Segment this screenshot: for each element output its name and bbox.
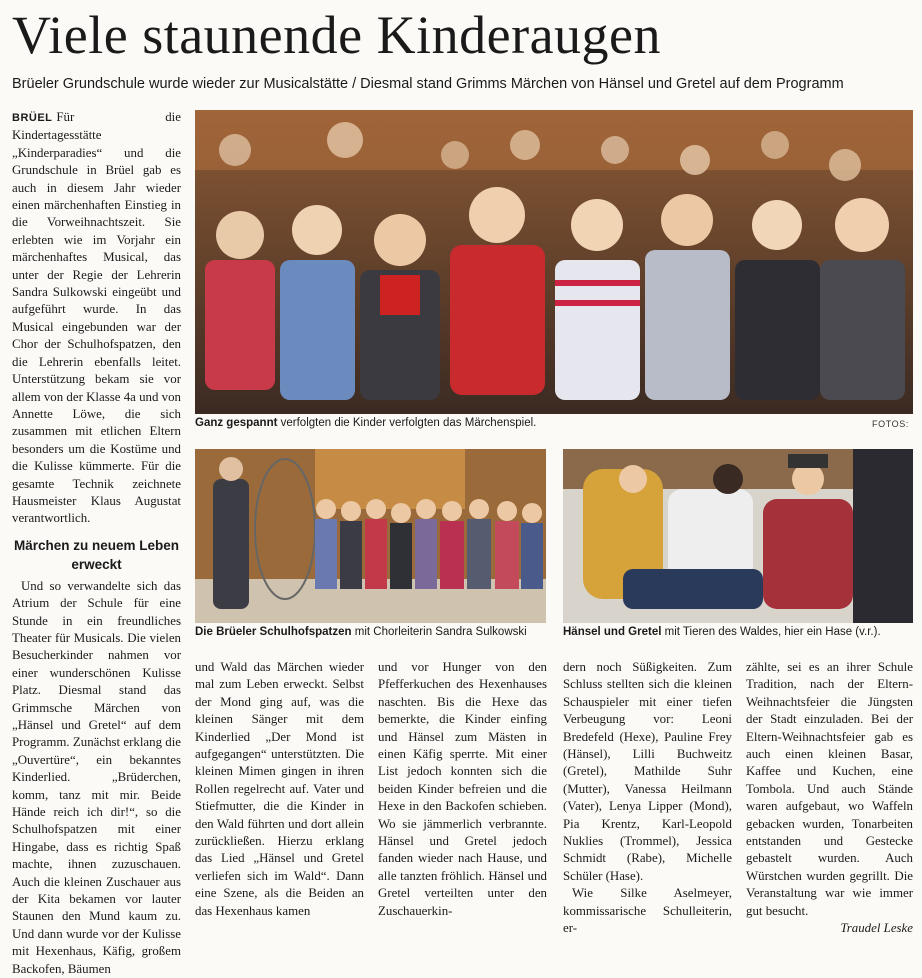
caption-text: mit Chorleiterin Sandra Sulkowski <box>351 626 527 638</box>
caption-bold: Ganz gespannt <box>195 417 278 429</box>
paragraph: und Wald das Märchen wieder mal zum Leben erweckt. Selbst der Mond ging auf, was die kleinen Sänger mit dem Kinderlied „Der Mond ist aufgegangen“ unterstützten. Die kleinen Mimen gingen in ihren Rollen regelrecht auf. Vater und Stiefmutter, die die Kinder in den Wald führten und dort allein zurückließen. Hierzu erklang das Lied „Hänsel und Gretel verliefen sich im Wald“. Dann eine Szene, als die Beiden an das Hexenhaus kamen <box>195 660 364 918</box>
photo-haensel-gretel <box>563 449 913 623</box>
text-column-5 <box>746 659 913 936</box>
text-column-4 <box>563 659 732 936</box>
section-heading: Märchen zu neuem Leben erweckt <box>13 537 180 572</box>
caption-text: mit Tieren des Waldes, hier ein Hase (v.r.). <box>661 626 881 638</box>
headline: Viele staunende Kinderaugen <box>12 5 662 65</box>
caption-bold: Die Brüeler Schulhofspatzen <box>195 626 352 638</box>
photo-choir <box>195 449 546 623</box>
intro-paragraph <box>12 109 181 528</box>
text-column-3 <box>378 659 547 918</box>
caption-text: verfolgten die Kinder verfolgten das Märchenspiel. <box>277 417 537 429</box>
paragraph: Und so verwandelte sich das Atrium der Schule für eine Stunde in ein freundliches Theater für Musicals. Die vielen Besucherkinder nahmen vor einer wunderschönen Kulisse Platz. Diesmal stand das Grimmsche Märchen von „Hänsel und Gretel“ auf dem Programm. Zunächst erklang die „Ouvertüre“, ein bekanntes Kinderlied. „Brüderchen, komm, tanz mit mir. Beide Hände reich ich dir!“, so die Schulhofspatzen mit einer Hingabe, dass es richtig Spaß machte, ihnen zuzuschauen. Auch die kleinen Zuschauer aus der Kita bekamen vor lauter Staunen den Mund kaum zu. Und dann wurde vor der Kulisse mit Hexenhaus, Käfig, großem Backofen, Bäumen <box>12 578 181 976</box>
photo-credit: FOTOS: <box>872 419 909 429</box>
intro-text: Für die Kindertagesstätte „Kinderparadies“ und die Grundschule in Brüel gab es auch in diesem Jahr wieder einen märchenhaften Einstieg in die Vorweihnachtszeit. Sie erlebten wie im Vorjahr ein märchenhaftes Musical, das unter der Regie der Lehrerin Sandra Sulkowski eingeübt und aufgeführt wurde. In das Musical eingebunden war der Chor der Schulhofspatzen, den die Lehrerin ebenfalls leitet. Unterstützung bekam sie vor allem von der Klasse 4a und von Annette Löwe, die sich zusammen mit etlichen Eltern besonders um die Kostüme und die Kulisse kümmerte. Für die gesamte Technik zeichnete Hausmeister Klaus Augustat verantwortlich. <box>12 110 181 526</box>
caption-main-photo <box>195 416 835 431</box>
paragraph: Wie Silke Aselmeyer, kommissarische Schulleiterin, er- <box>563 886 732 936</box>
dateline: BRÜEL <box>12 112 53 124</box>
caption-choir-photo <box>195 625 550 640</box>
text-column-2 <box>195 659 364 918</box>
caption-play-photo <box>563 625 918 640</box>
paragraph: dern noch Süßigkeiten. Zum Schluss stellten sich die kleinen Schauspieler mit einer tiefen Verbeugung vor: Leoni Bredefeld (Hexe), Pauline Frey (Hänsel), Lilli Buchweitz (Gretel), Mathilde Suhr (Mutter), Vanessa Heilmann (Vater), Lenya Lipper (Mond), Pia Krentz, Karl-Leopold Nuklies (Trommel), Jessica Schmidt (Rabe), Michelle Schüler (Hase). <box>563 660 732 883</box>
paragraph: zählte, sei es an ihrer Schule Tradition, nach der Eltern-Weihnachtsfeier die Jüngsten der Stadt einzuladen. Bei der Eltern-Weihnachtsfeier gab es auch einen kleinen Basar, Kaffee und Kuchen, eine Tombola. Und auch Stände waren aufgebaut, wo Waffeln gebacken wurden, Tonarbeiten entstanden und Gestecke gebastelt wurden. Auch Würstchen wurden gegrillt. Die Veranstaltung war wie immer gut besucht. <box>746 660 913 918</box>
paragraph: und vor Hunger von den Pfefferkuchen des Hexenhauses naschten. Bis die Hexe das bemerkte, die Kinder einfing und Hänsel zum Mästen in einen Käfig sperrte. Mit einer List jedoch konnten sich die beiden Kinder befreien und die Hexe in den Backofen schieben. Wo sie jämmerlich verbrannte. Hänsel und Gretel jedoch fanden wieder nach Hause, und alle tanzten fröhlich. Hänsel und Gretel verteilten unter den Zuschauerkin- <box>378 660 547 918</box>
author-signature: Traudel Leske <box>840 921 913 936</box>
text-column-1 <box>12 109 181 976</box>
caption-bold: Hänsel und Gretel <box>563 626 662 638</box>
photo-audience-children <box>195 110 913 414</box>
subheadline: Brüeler Grundschule wurde wieder zur Musicalstätte / Diesmal stand Grimms Märchen von Hänsel und Gretel auf dem Programm <box>12 76 844 92</box>
